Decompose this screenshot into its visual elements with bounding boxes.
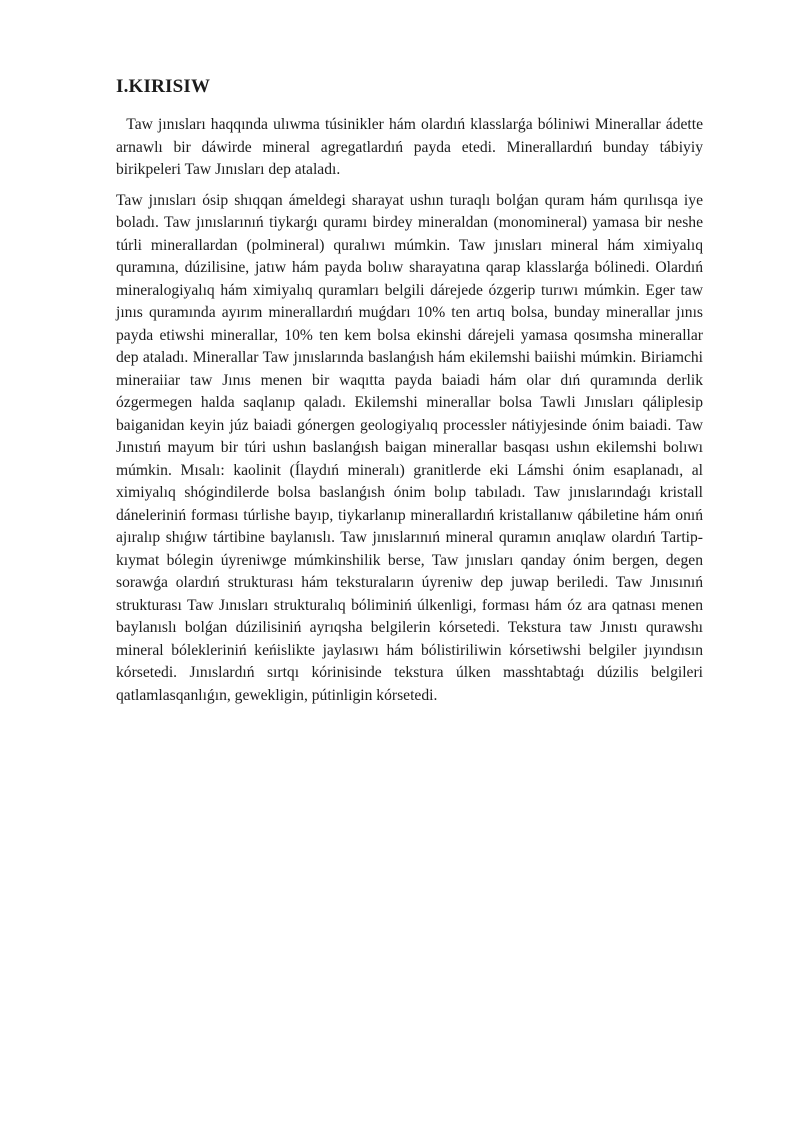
intro-paragraph: Taw jınısları haqqında ulıwma túsinikler hám olardıń klasslarǵa bóliniwi Minerallar ádette arnawlı bir dáwirde mineral agregatlardıń payda etedi. Minerallardıń bunday tábiyiy birikpeleri Taw Jınısları dep ataladı. — [116, 116, 707, 178]
document-body — [116, 74, 707, 707]
section-heading: I.KIRISIW — [116, 76, 211, 97]
main-paragraph: Taw jınısları ósip shıqqan ámeldegi sharayat ushın turaqlı bolǵan quram hám qurılısqa iye boladı. Taw jınıslarınıń tiykarǵı quramı birdey mineraldan (monomineral) yamasa bir neshe túrli minerallardan (polmineral) quralıwı múmkin. Taw jınısları mineral hám ximiyalıq quramına, dúzilisine, jatıw hám payda bolıw sharayatına qarap klasslarǵa bólinedi. Olardıń mineralogiyalıq hám ximiyalıq quramları belgili dárejede ózgerip turıwı múmkin. Eger taw jınıs quramında ayırım minerallardıń muǵdarı 10% ten artıq bolsa, bunday minerallar jınıs payda etiwshi minerallar, 10% ten kem bolsa ekinshi dárejeli yamasa qosımsha minerallar dep ataladı. Minerallar Taw jınıslarında baslanǵısh hám ekilemshi baiishi múmkin. Biriamchi mineraiiar taw Jınıs menen bir waqıtta payda baiadi hám olar dıń quramında derlik ózgermegen halda saqlanıp qaladı. Ekilemshi minerallar bolsa Tawli Jınısları qáliplesip baiganidan keyin júz baiadi gónergen geologiyalıq processler nátiyjesinde ónim baiadi. Taw Jınıstıń mayum bir túri ushın baslanǵısh baigan minerallar basqası ushın ekilemshi bolıwı múmkin. Mısalı: kaolinit (Ílaydıń mineralı) granitlerde eki Lámshi ónim esaplanadı, al ximiyalıq shógindilerde bolsa baslanǵısh ónim bolıp tabıladı. Taw jınıslarındaǵı kristall dáneleriniń forması túrlishe bayıp, tiykarlanıp minerallardıń kristallanıw qábiletine hám onıń ajıralıp shıǵıw tártibine baylanıslı. Taw jınıslarınıń mineral quramın anıqlaw olardıń Tartip-kıymat bólegin úyreniwge múmkinshilik berse, Taw jınısları qanday ónim bergen, degen sorawǵa olardıń strukturası hám teksturaların úyreniw dep juwap beriledi. Taw Jınısınıń strukturası Taw Jınısları strukturalıq bóliminiń úlkenligi, forması hám óz ara qatnası menen baylanıslı bolǵan dúzilisiniń ayrıqsha belgilerin kórsetedi. Tekstura taw Jınıstı qurawshı mineral bólekleriniń keńislikte jaylasıwı hám bólistiriliwin kórsetiwshi belgiler jıyındısın kórsetedi. Jınıslardıń sırtqı kórinisinde tekstura úlken masshtabtaǵı dúzilis belgileri qatlamlasqanlıǵın, gewekligin, pútinligin kórsetedi. — [116, 191, 707, 704]
